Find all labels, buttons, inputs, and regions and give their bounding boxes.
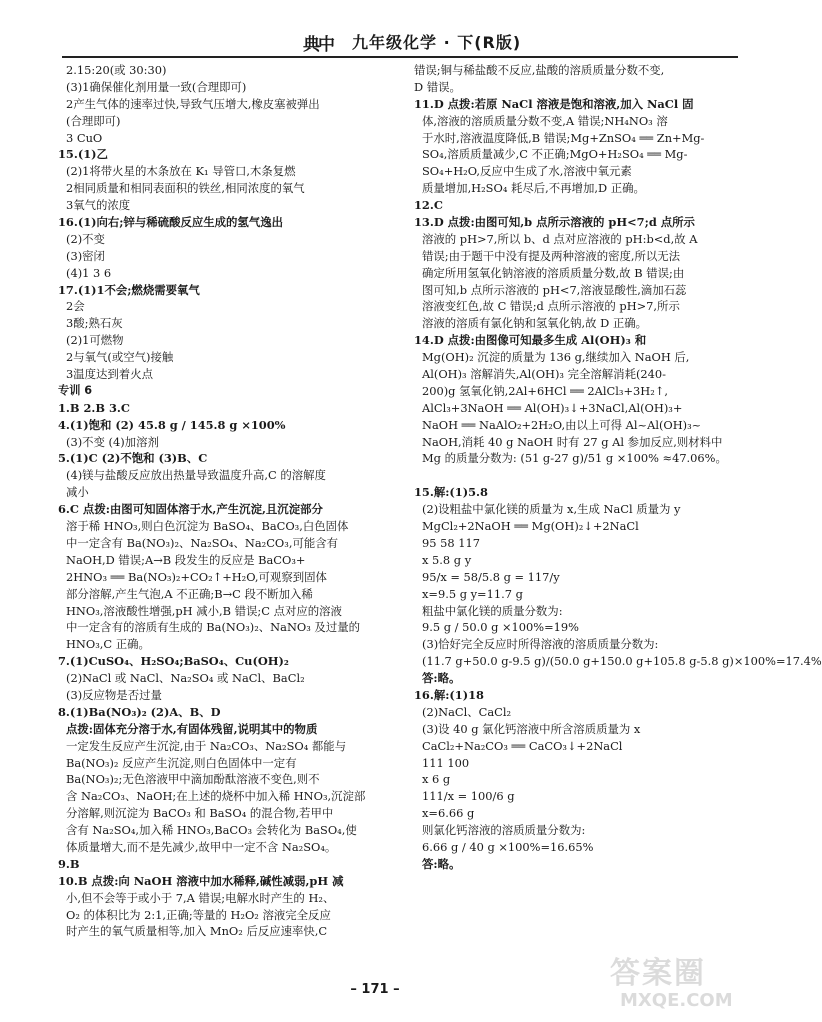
- right-text-line: 粗盐中氯化镁的质量分数为:: [422, 603, 563, 618]
- left-text-line: 9.B: [58, 856, 80, 871]
- left-text-line: (2)不变: [66, 231, 105, 246]
- right-text-line: 错误;由于题干中没有提及两种溶液的密度,所以无法: [422, 248, 681, 263]
- right-text-line: 体,溶液的溶质质量分数不变,A 错误;NH₄NO₃ 溶: [422, 113, 668, 128]
- left-text-line: 小,但不会等于或小于 7,A 错误;电解水时产生的 H₂、: [66, 890, 335, 905]
- right-text-line: (3)设 40 g 氯化钙溶液中所含溶质质量为 x: [422, 721, 641, 736]
- header-rule: [62, 56, 738, 58]
- left-text-line: (3)1确保催化剂用量一致(合理即可): [66, 79, 247, 94]
- right-text-line: 16.解:(1)18: [414, 687, 484, 702]
- left-text-line: (3)密闭: [66, 248, 105, 263]
- watermark-line-1: 答案圈: [610, 956, 706, 991]
- left-text-line: 3酸;熟石灰: [66, 316, 123, 331]
- left-text-line: (3)反应物是否过量: [66, 687, 162, 702]
- left-text-line: (4)镁与盐酸反应放出热量导致温度升高,C 的溶解度: [66, 468, 326, 483]
- right-text-line: Al(OH)₃ 溶解消失,Al(OH)₃ 完全溶解消耗(240-: [422, 367, 666, 382]
- left-text-line: 中一定含有 Ba(NO₃)₂、Na₂SO₄、Na₂CO₃,可能含有: [66, 535, 339, 550]
- left-text-line: (合理即可): [66, 113, 121, 128]
- left-text-line: (2)1将带火星的木条放在 K₁ 导管口,木条复燃: [66, 164, 296, 179]
- right-text-line: 11.D 点拨:若原 NaCl 溶液是饱和溶液,加入 NaCl 固: [414, 96, 694, 111]
- book-title: 九年级化学 · 下(R版): [352, 33, 522, 52]
- right-text-line: [414, 467, 738, 484]
- left-text-line: 体质量增大,而不是先减少,故甲中一定不含 Na₂SO₄。: [66, 839, 337, 854]
- left-text-line: 减小: [66, 485, 89, 500]
- right-text-line: 95/x = 58/5.8 g = 117/y: [422, 569, 560, 584]
- right-text-line: 9.5 g / 50.0 g ×100%=19%: [422, 620, 579, 635]
- right-text-line: 溶液的溶质有氯化钠和氢氧化钠,故 D 正确。: [422, 316, 648, 331]
- left-text-line: (4)1 3 6: [66, 265, 112, 280]
- left-text-line: 6.C 点拨:由图可知固体溶于水,产生沉淀,且沉淀部分: [58, 502, 323, 517]
- right-text-line: SO₄,溶质质量减少,C 不正确;MgO+H₂SO₄ ══ Mg-: [422, 147, 688, 162]
- left-text-line: (2)NaCl 或 NaCl、Na₂SO₄ 或 NaCl、BaCl₂: [66, 671, 305, 686]
- right-text-line: x 5.8 g y: [422, 552, 472, 567]
- right-text-line: (11.7 g+50.0 g-9.5 g)/(50.0 g+150.0 g+105.8 g-5.8 g)×100%=17.4%: [422, 654, 822, 669]
- left-text-line: 2.15:20(或 30:30): [66, 63, 167, 77]
- left-text-line: 分溶解,则沉淀为 BaCO₃ 和 BaSO₄ 的混合物,若甲中: [66, 806, 334, 821]
- right-text-line: SO₄+H₂O,反应中生成了水,溶液中氧元素: [422, 164, 632, 179]
- right-text-line: 确定所用氢氧化钠溶液的溶质质量分数,故 B 错误;由: [422, 265, 685, 280]
- right-column: [414, 62, 822, 980]
- right-text-line: 111/x = 100/6 g: [422, 789, 515, 804]
- left-text-line: HNO₃,溶液酸性增强,pH 减小,B 错误;C 点对应的溶液: [66, 603, 342, 618]
- right-text-line: Mg(OH)₂ 沉淀的质量为 136 g,继续加入 NaOH 后,: [422, 350, 690, 365]
- left-text-line: O₂ 的体积比为 2:1,正确;等量的 H₂O₂ 溶液完全反应: [66, 907, 331, 922]
- left-text-line: Ba(NO₃)₂;无色溶液甲中滴加酚酞溶液不变色,则不: [66, 772, 320, 787]
- left-text-line: 7.(1)CuSO₄、H₂SO₄;BaSO₄、Cu(OH)₂: [58, 654, 289, 669]
- right-text-line: 13.D 点拨:由图可知,b 点所示溶液的 pH<7;d 点所示: [414, 215, 695, 230]
- left-text-line: 中一定含有的溶质有生成的 Ba(NO₃)₂、NaNO₃ 及过量的: [66, 620, 360, 635]
- right-text-line: 6.66 g / 40 g ×100%=16.65%: [422, 839, 594, 854]
- right-text-line: 错误;铜与稀盐酸不反应,盐酸的溶质质量分数不变,: [414, 63, 665, 77]
- watermark-logo: [610, 948, 740, 1014]
- right-text-line: x=9.5 g y=11.7 g: [422, 586, 523, 601]
- right-text-line: x=6.66 g: [422, 806, 475, 821]
- left-text-line: 含有 Na₂SO₄,加入稀 HNO₃,BaCO₃ 会转化为 BaSO₄,使: [66, 823, 357, 838]
- left-text-line: 一定发生反应产生沉淀,由于 Na₂CO₃、Na₂SO₄ 都能与: [66, 738, 347, 753]
- left-text-line: 2相同质量和相同表面积的铁丝,相同浓度的氧气: [66, 181, 305, 196]
- right-text-line: 图可知,b 点所示溶液的 pH<7,溶液显酸性,滴加石蕊: [422, 282, 687, 297]
- right-text-line: NaOH,消耗 40 g NaOH 时有 27 g Al 参加反应,则材料中: [422, 434, 723, 449]
- left-text-line: 3温度达到着火点: [66, 367, 153, 382]
- left-text-line: 15.(1)乙: [58, 147, 108, 162]
- right-text-line: 质量增加,H₂SO₄ 耗尽后,不再增加,D 正确。: [422, 181, 645, 196]
- left-text-line: 4.(1)饱和 (2) 45.8 g / 145.8 g ×100%: [58, 417, 286, 432]
- left-text-line: 2产生气体的速率过快,导致气压增大,橡皮塞被弹出: [66, 96, 320, 111]
- left-text-line: 8.(1)Ba(NO₃)₂ (2)A、B、D: [58, 704, 221, 719]
- left-column: [58, 62, 388, 980]
- right-text-line: 于水时,溶液温度降低,B 错误;Mg+ZnSO₄ ══ Zn+Mg-: [422, 130, 705, 145]
- right-text-line: MgCl₂+2NaOH ══ Mg(OH)₂↓+2NaCl: [422, 519, 639, 534]
- left-text-line: 3氧气的浓度: [66, 198, 131, 213]
- brand-char-b: 中: [318, 35, 333, 55]
- left-text-line: 专训 6: [58, 383, 93, 397]
- page-header: [0, 0, 750, 58]
- right-text-line: 答:略。: [422, 671, 461, 686]
- right-text-line: D 错误。: [414, 79, 461, 94]
- left-text-line: 2HNO₃ ══ Ba(NO₃)₂+CO₂↑+H₂O,可观察到固体: [66, 569, 327, 584]
- left-text-line: NaOH,D 错误;A→B 段发生的反应是 BaCO₃+: [66, 552, 306, 567]
- right-text-line: 200)g 氢氧化钠,2Al+6HCl ══ 2AlCl₃+3H₂↑,: [422, 383, 668, 398]
- left-text-line: 2会: [66, 299, 85, 314]
- left-text-line: 点拨:固体充分溶于水,有固体残留,说明其中的物质: [66, 721, 318, 736]
- right-text-line: NaOH ══ NaAlO₂+2H₂O,由以上可得 Al~Al(OH)₃~: [422, 417, 702, 432]
- right-text-line: CaCl₂+Na₂CO₃ ══ CaCO₃↓+2NaCl: [422, 738, 623, 753]
- right-text-line: 111 100: [422, 755, 470, 770]
- right-text-line: (2)NaCl、CaCl₂: [422, 704, 512, 719]
- left-text-line: 时产生的氧气质量相等,加入 MnO₂ 后反应速率快,C: [66, 924, 328, 939]
- left-text-line: (2)1可燃物: [66, 333, 124, 348]
- left-text-line: HNO₃,C 正确。: [66, 637, 150, 652]
- right-text-line: (2)设粗盐中氯化镁的质量为 x,生成 NaCl 质量为 y: [422, 502, 681, 517]
- right-text-line: AlCl₃+3NaOH ══ Al(OH)₃↓+3NaCl,Al(OH)₃+: [422, 400, 683, 415]
- left-text-line: 5.(1)C (2)不饱和 (3)B、C: [58, 451, 208, 466]
- left-text-line: 含 Na₂CO₃、NaOH;在上述的烧杯中加入稀 HNO₃,沉淀部: [66, 789, 366, 804]
- left-text-line: 16.(1)向右;锌与稀硫酸反应生成的氢气逸出: [58, 215, 283, 230]
- brand-logo: [303, 30, 347, 55]
- right-text-line: 则氯化钙溶液的溶质质量分数为:: [422, 823, 586, 838]
- left-text-line: Ba(NO₃)₂ 反应产生沉淀,则白色固体中一定有: [66, 755, 297, 770]
- right-text-line: x 6 g: [422, 772, 451, 787]
- brand-char-a: 典: [303, 35, 318, 55]
- right-text-line: 答:略。: [422, 856, 461, 871]
- left-text-line: 17.(1)1不会;燃烧需要氧气: [58, 282, 200, 297]
- right-text-line: 溶液的 pH>7,所以 b、d 点对应溶液的 pH:b<d,故 A: [422, 231, 698, 246]
- right-text-line: 12.C: [414, 198, 443, 213]
- right-text-line: Mg 的质量分数为: (51 g-27 g)/51 g ×100% ≈47.06%。: [422, 451, 727, 466]
- page-number: – 171 –: [350, 982, 400, 997]
- left-text-line: 10.B 点拨:向 NaOH 溶液中加水稀释,碱性减弱,pH 减: [58, 873, 344, 888]
- left-text-line: 溶于稀 HNO₃,则白色沉淀为 BaSO₄、BaCO₃,白色固体: [66, 519, 349, 534]
- left-text-line: 3 CuO: [66, 130, 103, 145]
- left-text-line: 部分溶解,产生气泡,A 不正确;B→C 段不断加入稀: [66, 586, 313, 601]
- left-text-line: 2与氧气(或空气)接触: [66, 350, 174, 365]
- left-text-line: (3)不变 (4)加溶剂: [66, 434, 159, 449]
- right-text-line: 95 58 117: [422, 535, 480, 550]
- right-text-line: 15.解:(1)5.8: [414, 485, 488, 500]
- watermark-line-2: MXQE.COM: [620, 990, 733, 1011]
- right-text-line: (3)恰好完全反应时所得溶液的溶质质量分数为:: [422, 637, 659, 652]
- left-text-line: 1.B 2.B 3.C: [58, 400, 130, 415]
- right-text-line: 14.D 点拨:由图像可知最多生成 Al(OH)₃ 和: [414, 333, 647, 348]
- right-text-line: 溶液变红色,故 C 错误;d 点所示溶液的 pH>7,所示: [422, 299, 680, 314]
